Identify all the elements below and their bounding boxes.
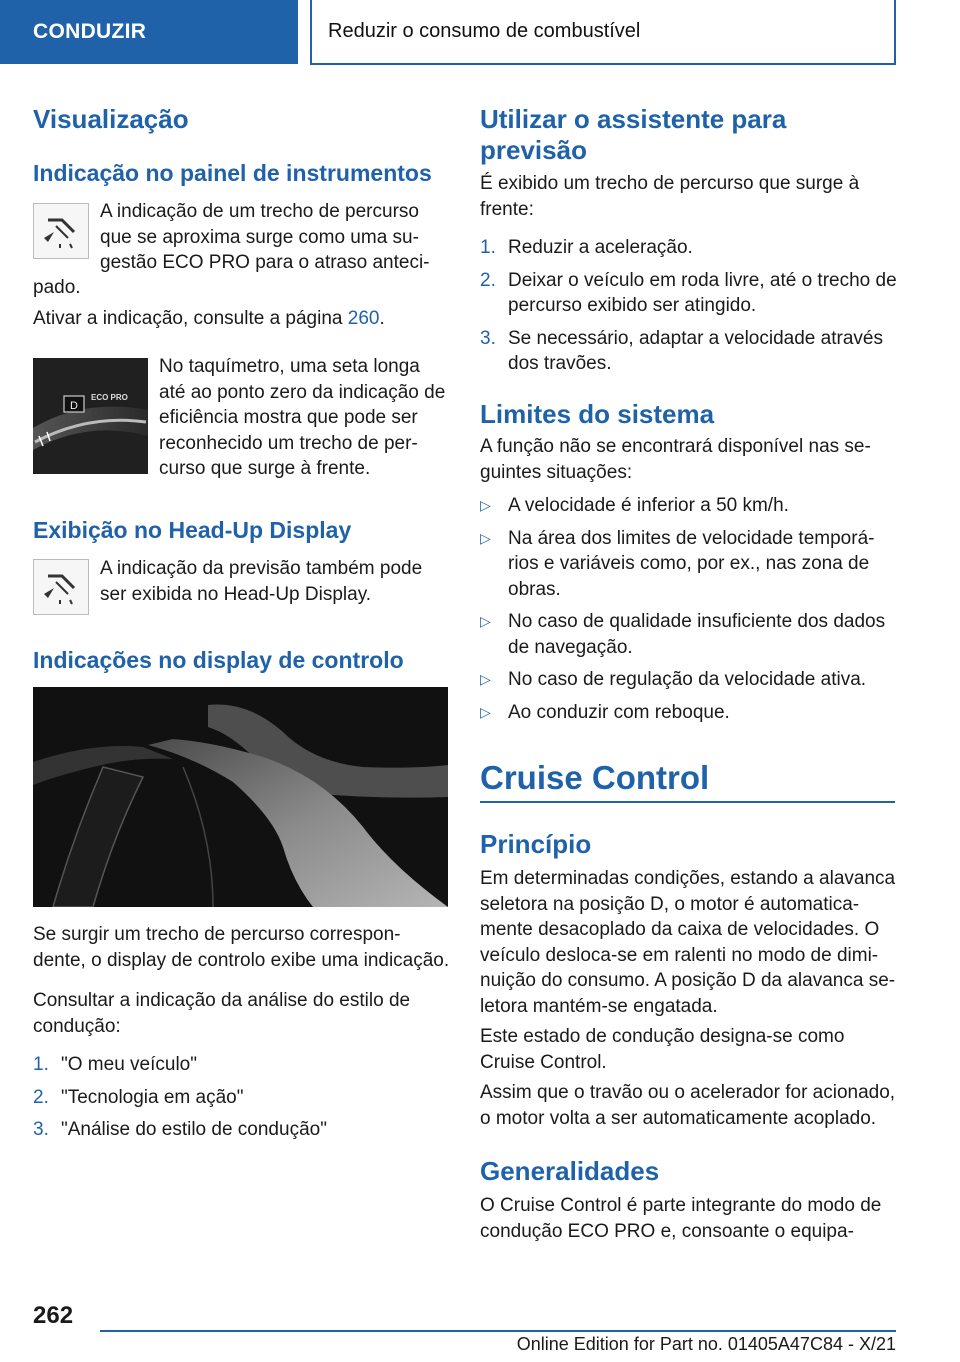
- estado-line: Cruise Control.: [480, 1051, 607, 1073]
- heading-limites: Limites do sistema: [480, 399, 715, 429]
- header-section: [0, 0, 298, 64]
- gauge-mode-label: ECO PRO: [91, 393, 128, 402]
- heading-visualizacao: Visualização: [33, 104, 189, 134]
- step-number: 1.: [33, 1054, 49, 1075]
- estado-line: Este estado de condução designa-se como: [480, 1026, 845, 1047]
- generalidades-text: [480, 1193, 900, 1244]
- section-divider: [480, 801, 895, 803]
- taquimetro-line: até ao ponto zero da indicação de: [159, 381, 446, 403]
- step-text: "Tecnologia em ação": [61, 1086, 244, 1108]
- principio-text: [480, 866, 900, 1019]
- heading-cruise-control: Cruise Control: [480, 759, 710, 796]
- heading-hud: Exibição no Head-Up Display: [33, 517, 352, 543]
- list-item: [33, 1052, 453, 1078]
- assim-line: o motor volta a ser automaticamente acoplado.: [480, 1107, 877, 1129]
- surgir-line: Se surgir um trecho de percurso correspon-: [33, 924, 401, 945]
- heading-generalidades: Generalidades: [480, 1156, 660, 1186]
- header-chapter: [310, 0, 896, 65]
- triangle-bullet-icon: ▷: [480, 671, 491, 687]
- list-item: [480, 667, 900, 693]
- step-number: 2.: [480, 269, 496, 291]
- bullet-text: rios e variáveis como, por ex., nas zona de: [508, 553, 870, 574]
- list-item: [480, 326, 900, 377]
- header-chapter-label: Reduzir o consumo de combustível: [328, 20, 641, 42]
- limites-text: [480, 434, 900, 485]
- step-number: 3.: [33, 1119, 49, 1140]
- list-item: [33, 1085, 453, 1111]
- bullet-text: A velocidade é inferior a 50 km/h.: [508, 495, 789, 516]
- triangle-bullet-icon: ▷: [480, 703, 491, 720]
- footer-edition: Online Edition for Part no. 01405A47C84 - X/21: [516, 1334, 896, 1354]
- page-number: 262: [33, 1302, 74, 1329]
- exibido-line: frente:: [480, 198, 534, 220]
- step-number: 3.: [480, 327, 496, 349]
- hud-line: A indicação da previsão também pode: [100, 558, 423, 579]
- limites-line: guintes situações:: [480, 461, 633, 483]
- heading-principio: Princípio: [480, 829, 592, 859]
- step-text: Deixar o veículo em roda livre, até o trecho de: [508, 269, 897, 291]
- surgir-line: dente, o display de controlo exibe uma indicação.: [33, 949, 450, 971]
- header-section-label: CONDUZIR: [33, 20, 147, 43]
- principio-line: Em determinadas condições, estando a alavanca: [480, 868, 896, 889]
- step-text: "Análise do estilo de condução": [61, 1119, 327, 1140]
- bullet-text: Ao conduzir com reboque.: [508, 701, 730, 723]
- taquimetro-text: [159, 354, 459, 482]
- step-text: Reduzir a aceleração.: [508, 237, 693, 258]
- gauge-gear-label: D: [70, 400, 78, 412]
- bullet-text: Na área dos limites de velocidade temporá-: [508, 527, 875, 549]
- consultar-line: Consultar a indicação da análise do estilo de: [33, 990, 411, 1011]
- limites-line: A função não se encontrará disponível nas se-: [480, 436, 871, 457]
- generalidades-line: condução ECO PRO e, consoante o equipa-: [480, 1220, 854, 1242]
- list-item: [480, 609, 900, 660]
- footer-rule: [100, 1330, 896, 1332]
- list-item: [480, 493, 900, 519]
- heading-assistente: [480, 104, 895, 166]
- exibido-line: É exibido um trecho de percurso que surge à: [480, 173, 860, 194]
- assim-line: Assim que o travão ou o acelerador for acionado,: [480, 1082, 896, 1103]
- heading-assistente-line: previsão: [480, 135, 587, 165]
- hud-line: ser exibida no Head-Up Display.: [100, 583, 372, 605]
- painel-line: gestão ECO PRO para o atraso anteci-: [100, 252, 430, 273]
- taquimetro-line: eficiência mostra que pode ser: [159, 407, 418, 428]
- triangle-bullet-icon: ▷: [480, 497, 491, 513]
- painel-line: A indicação de um trecho de percurso: [100, 201, 419, 222]
- heading-assistente-line: Utilizar o assistente para: [480, 104, 787, 134]
- ativar-pre: Ativar a indicação, consulte a página: [33, 308, 348, 329]
- consultar-text: [33, 988, 453, 1039]
- taquimetro-line: curso que surge à frente.: [159, 458, 371, 479]
- step-text: Se necessário, adaptar a velocidade através: [508, 327, 883, 349]
- principio-line: seletora na posição D, o motor é automatica-: [480, 893, 860, 915]
- road-preview-image: [33, 687, 448, 907]
- heading-painel: Indicação no painel de instrumentos: [33, 160, 432, 186]
- list-item: [480, 526, 900, 603]
- step-number: 1.: [480, 237, 496, 258]
- step-text: percurso exibido ser atingido.: [508, 295, 757, 316]
- surgir-text: [33, 922, 453, 973]
- limites-bullet-list: [480, 493, 900, 725]
- bullet-text: de navegação.: [508, 636, 633, 658]
- principio-line: veículo desloca-se em ralenti no modo de dimi-: [480, 944, 879, 966]
- principio-line: letora mantém-se engatada.: [480, 995, 718, 1017]
- step-text: "O meu veículo": [61, 1054, 197, 1075]
- bullet-text: No caso de qualidade insuficiente dos dados: [508, 611, 886, 632]
- painel-line-wrap: pado.: [33, 277, 81, 298]
- step-text: dos travões.: [508, 353, 612, 374]
- bullet-text: obras.: [508, 578, 561, 600]
- left-steps-list: [33, 1052, 453, 1143]
- bullet-text: No caso de regulação da velocidade ativa.: [508, 669, 867, 690]
- consultar-line: condução:: [33, 1015, 121, 1037]
- list-item: [480, 235, 900, 261]
- taquimetro-line: No taquímetro, uma seta longa: [159, 356, 420, 377]
- painel-text-block: [100, 199, 450, 276]
- eco-pro-gauge-image: [33, 358, 148, 474]
- step-number: 2.: [33, 1086, 49, 1108]
- assim-text: [480, 1080, 900, 1131]
- generalidades-line: O Cruise Control é parte integrante do modo de: [480, 1195, 882, 1216]
- list-item: [480, 700, 900, 726]
- estado-text: [480, 1024, 900, 1075]
- painel-line: que se aproxima surge como uma su-: [100, 226, 419, 248]
- ativar-text: [33, 306, 385, 332]
- heading-display: Indicações no display de controlo: [33, 647, 404, 673]
- list-item: [33, 1117, 453, 1143]
- triangle-bullet-icon: ▷: [480, 529, 491, 546]
- hud-text: [100, 556, 450, 607]
- right-steps-list: [480, 235, 900, 377]
- eco-road-icon: [33, 559, 89, 615]
- principio-line: nuição do consumo. A posição D da alavanca se-: [480, 970, 896, 991]
- exibido-text: [480, 171, 900, 222]
- taquimetro-line: reconhecido um trecho de per-: [159, 432, 418, 454]
- triangle-bullet-icon: ▷: [480, 613, 491, 629]
- principio-line: mente desacoplado da caixa de velocidades. O: [480, 919, 880, 940]
- ativar-post: .: [379, 308, 385, 329]
- list-item: [480, 268, 900, 319]
- page-link-260[interactable]: 260: [347, 308, 380, 329]
- eco-road-icon: [33, 203, 89, 259]
